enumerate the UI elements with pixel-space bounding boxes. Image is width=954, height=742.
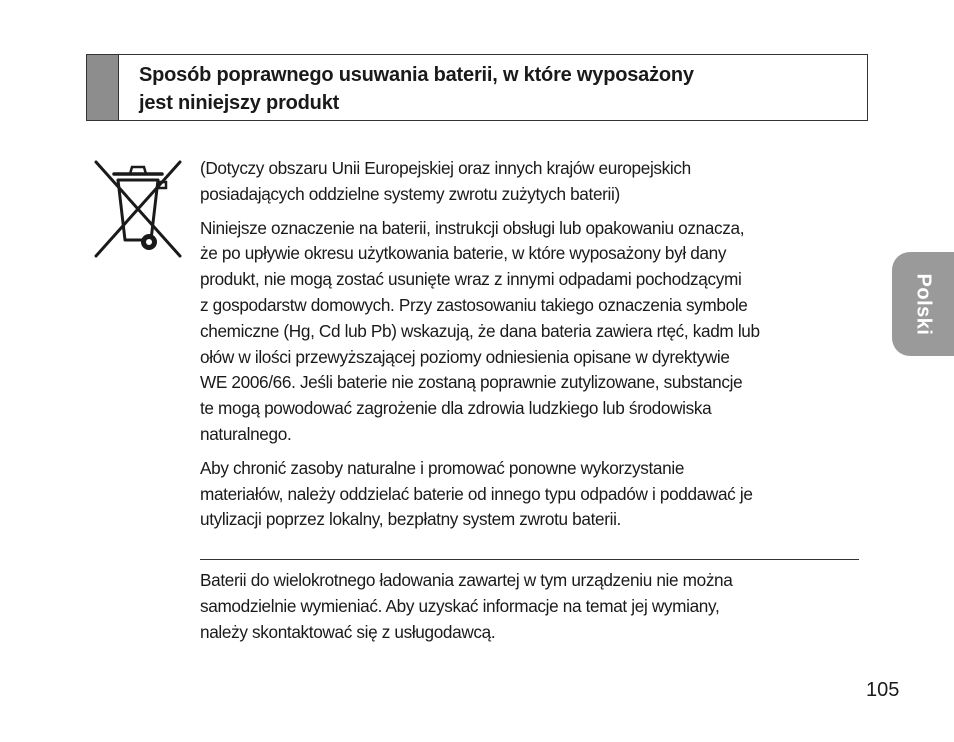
text-line: materiałów, należy oddzielać baterie od innego typu odpadów i poddawać je bbox=[200, 483, 753, 504]
section-header bbox=[86, 54, 868, 121]
text-line: WE 2006/66. Jeśli baterie nie zostaną poprawnie zutylizowane, substancje bbox=[200, 372, 743, 393]
crossed-out-wheelie-bin-icon bbox=[90, 156, 186, 260]
language-tab-label: Polski bbox=[912, 273, 935, 335]
paragraph-recycling-advice bbox=[200, 456, 865, 533]
text-line: samodzielnie wymieniać. Aby uzyskać informacje na temat jej wymiany, bbox=[200, 595, 720, 616]
text-line: należy skontaktować się z usługodawcą. bbox=[200, 621, 496, 642]
section-title-line-2: jest niniejszy produkt bbox=[139, 92, 340, 114]
text-line: te mogą powodować zagrożenie dla zdrowia ludzkiego lub środowiska bbox=[200, 398, 712, 419]
text-line: naturalnego. bbox=[200, 423, 292, 444]
text-line: że po upływie okresu użytkowania baterie, w które wyposażony był dany bbox=[200, 243, 727, 264]
section-divider bbox=[200, 559, 859, 560]
rechargeable-battery-note bbox=[200, 568, 865, 645]
text-line: z gospodarstw domowych. Przy zastosowaniu takiego oznaczenia symbole bbox=[200, 294, 748, 315]
paragraph-marking-meaning bbox=[200, 216, 865, 448]
text-line: Aby chronić zasoby naturalne i promować ponowne wykorzystanie bbox=[200, 457, 685, 478]
battery-disposal-text bbox=[200, 156, 865, 541]
text-line: utylizacji poprzez lokalny, bezpłatny system zwrotu baterii. bbox=[200, 509, 621, 530]
text-line: chemiczne (Hg, Cd lub Pb) wskazują, że dana bateria zawiera rtęć, kadm lub bbox=[200, 320, 760, 341]
section-title bbox=[119, 55, 694, 120]
text-line: ołów w ilości przewyższającej poziomy odniesienia opisane w dyrektywie bbox=[200, 346, 730, 367]
language-side-tab bbox=[892, 252, 954, 356]
text-line: Niniejsze oznaczenie na baterii, instrukcji obsługi lub opakowaniu oznacza, bbox=[200, 217, 745, 238]
section-title-line-1: Sposób poprawnego usuwania baterii, w które wyposażony bbox=[139, 64, 694, 86]
page-number: 105 bbox=[866, 679, 900, 701]
text-line: posiadających oddzielne systemy zwrotu zużytych baterii) bbox=[200, 183, 620, 204]
text-line: (Dotyczy obszaru Unii Europejskiej oraz innych krajów europejskich bbox=[200, 158, 691, 178]
text-line: Baterii do wielokrotnego ładowania zawartej w tym urządzeniu nie można bbox=[200, 570, 733, 590]
text-line: produkt, nie mogą zostać usunięte wraz z innymi odpadami pochodzącymi bbox=[200, 269, 742, 290]
paragraph-eu-scope bbox=[200, 156, 865, 208]
header-accent-bar bbox=[87, 55, 119, 120]
